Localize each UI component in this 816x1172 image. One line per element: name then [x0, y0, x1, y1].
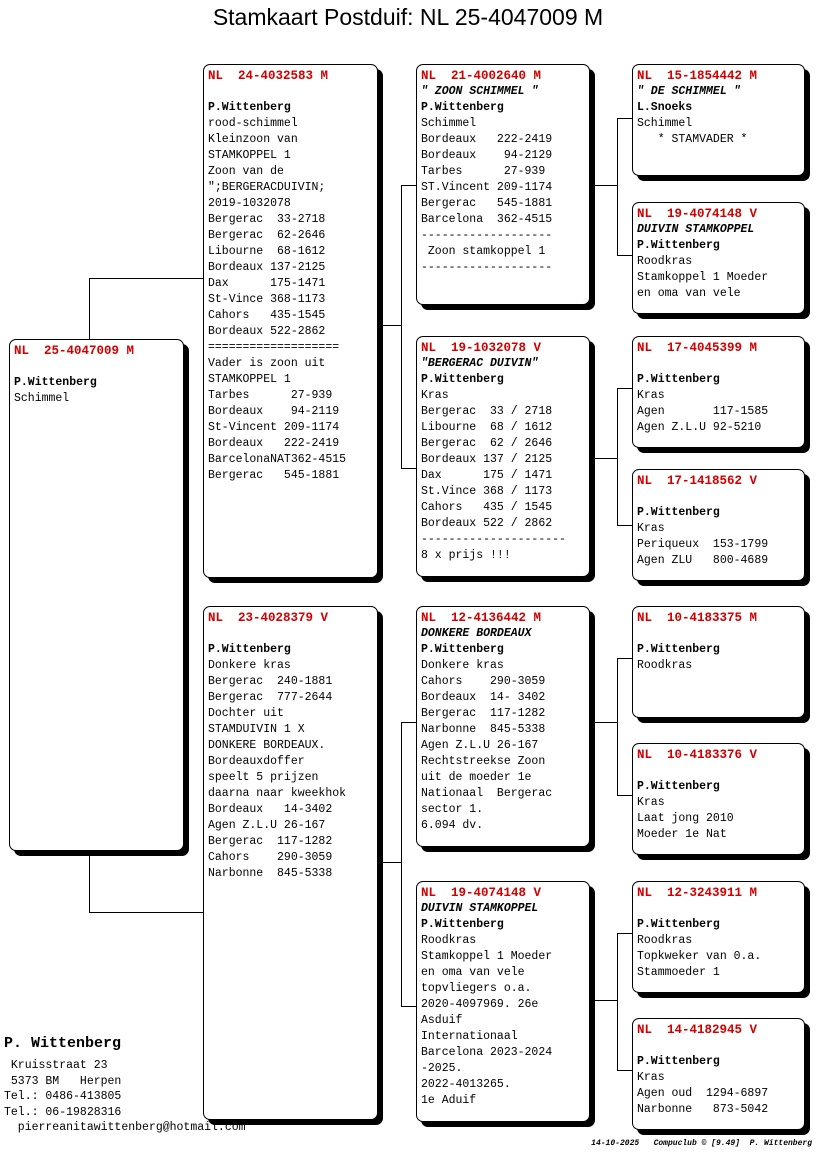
info-line: Bergerac 33-2718	[208, 213, 326, 226]
great-grandparent-card[interactable]	[632, 881, 805, 993]
connector-line	[590, 185, 618, 186]
info-line: Cahors 290-3059	[421, 675, 546, 688]
info-line: Stamkoppel 1 Moeder	[421, 950, 553, 963]
info-line: Kras	[637, 1071, 665, 1084]
info-line: Cahors 435 / 1545	[421, 501, 553, 514]
info-line: Tarbes 27-939	[421, 165, 546, 178]
owner-name: P.Wittenberg	[14, 376, 97, 389]
info-line: Vader is zoon uit	[208, 357, 326, 370]
pigeon-nickname: "BERGERAC DUIVIN"	[421, 357, 539, 370]
info-line: STAMDUIVIN 1 X	[208, 723, 305, 736]
info-line: topvliegers o.a.	[421, 982, 532, 995]
pigeon-nickname: " ZOON SCHIMMEL "	[421, 85, 539, 98]
connector-line	[89, 278, 90, 340]
connector-line	[617, 118, 618, 255]
ring-number: NL 19-4074148 V	[637, 207, 758, 221]
info-line: ST.Vincent 209-1174	[421, 181, 553, 194]
sire-card[interactable]	[203, 64, 378, 578]
info-line: Bordeaux 137 / 2125	[421, 453, 553, 466]
info-line: Bordeaux 222-2419	[421, 133, 553, 146]
paternal-grandsire-card[interactable]	[416, 64, 590, 305]
info-line: Kras	[421, 389, 449, 402]
owner-name: P.Wittenberg	[637, 643, 720, 656]
info-line: Roodkras	[421, 934, 477, 947]
info-line: Dax 175-1471	[208, 277, 326, 290]
connector-line	[617, 118, 633, 119]
ring-number: NL 24-4032583 M	[208, 69, 329, 83]
owner-name: P.Wittenberg	[421, 101, 504, 114]
info-line: rood-schimmel	[208, 117, 298, 130]
info-line: -------------------	[421, 229, 553, 242]
info-line: Bergerac 33 / 2718	[421, 405, 553, 418]
info-line: St-Vince 368-1173	[208, 293, 326, 306]
info-line: Moeder 1e Nat	[637, 828, 727, 841]
connector-line	[89, 278, 205, 279]
info-line: Bergerac 777-2644	[208, 691, 333, 704]
connector-line	[401, 468, 417, 469]
info-line: * STAMVADER *	[637, 133, 748, 146]
ring-number: NL 17-4045399 M	[637, 341, 758, 355]
connector-line	[590, 1000, 618, 1001]
info-line: Agen Z.L.U 26-167	[421, 739, 539, 752]
info-line: STAMKOPPEL 1	[208, 149, 291, 162]
owner-name: P.Wittenberg	[421, 918, 504, 931]
connector-line	[401, 722, 402, 1006]
connector-line	[401, 1006, 417, 1007]
pigeon-nickname: DUIVIN STAMKOPPEL	[421, 902, 539, 915]
breeder-email[interactable]: pierreanitawittenberg@hotmail.com	[4, 1121, 246, 1134]
connector-line	[590, 722, 618, 723]
connector-line	[401, 185, 417, 186]
connector-line	[89, 850, 90, 912]
info-line: St.Vince 368 / 1173	[421, 485, 553, 498]
info-line: Bergerac 62 / 2646	[421, 437, 553, 450]
info-line: Roodkras	[637, 255, 693, 268]
info-line: ";BERGERACDUIVIN;	[208, 181, 326, 194]
info-line: Bordeauxdoffer	[208, 755, 305, 768]
page-title: Stamkaart Postduif: NL 25-4047009 M	[212, 4, 604, 30]
info-line: Donkere kras	[421, 659, 504, 672]
connector-line	[617, 525, 633, 526]
ring-number: NL 23-4028379 V	[208, 611, 329, 625]
great-grandparent-card[interactable]	[632, 743, 805, 855]
info-line: Donkere kras	[208, 659, 291, 672]
info-line: -------------------	[421, 261, 553, 274]
maternal-grandsire-card[interactable]	[416, 606, 590, 847]
info-line: sector 1.	[421, 803, 484, 816]
owner-name: P.Wittenberg	[421, 643, 504, 656]
connector-line	[377, 862, 402, 863]
info-line: Asduif	[421, 1014, 463, 1027]
info-line: Zoon van de	[208, 165, 284, 178]
info-line: 1e Aduif	[421, 1094, 477, 1107]
info-line: Narbonne 873-5042	[637, 1103, 769, 1116]
connector-line	[617, 388, 618, 525]
info-line: uit de moeder 1e	[421, 771, 532, 784]
info-line: Kleinzoon van	[208, 133, 298, 146]
info-line: -2025.	[421, 1062, 463, 1075]
info-line: Agen ZLU 800-4689	[637, 554, 769, 567]
info-line: Cahors 290-3059	[208, 851, 333, 864]
connector-line	[617, 658, 618, 795]
info-line: Kras	[637, 522, 665, 535]
info-line: Kras	[637, 796, 665, 809]
paternal-granddam-card[interactable]	[416, 336, 590, 577]
info-line: 6.094 dv.	[421, 819, 484, 832]
great-grandparent-card[interactable]	[632, 202, 805, 314]
connector-line	[401, 722, 417, 723]
info-line: Bordeaux 14- 3402	[421, 691, 546, 704]
connector-line	[89, 912, 205, 913]
pigeon-nickname: " DE SCHIMMEL "	[637, 85, 741, 98]
info-line: St-Vincent 209-1174	[208, 421, 340, 434]
info-line: Bordeaux 522-2862	[208, 325, 326, 338]
info-line: Tarbes 27-939	[208, 389, 333, 402]
info-line: Bordeaux 94-2129	[421, 149, 553, 162]
owner-name: P.Wittenberg	[637, 1055, 720, 1068]
info-line: Zoon stamkoppel 1	[421, 245, 546, 258]
info-line: Agen 117-1585	[637, 405, 769, 418]
info-line: Agen Z.L.U 92-5210	[637, 421, 762, 434]
ring-number: NL 10-4183375 M	[637, 611, 758, 625]
info-line: Bordeaux 14-3402	[208, 803, 333, 816]
info-line: STAMKOPPEL 1	[208, 373, 291, 386]
info-line: Agen Z.L.U 26-167	[208, 819, 326, 832]
info-line: Bergerac 117-1282	[421, 707, 546, 720]
owner-name: P.Wittenberg	[637, 506, 720, 519]
ring-number: NL 21-4002640 M	[421, 69, 542, 83]
info-line: Bordeaux 522 / 2862	[421, 517, 553, 530]
great-grandparent-card[interactable]	[632, 336, 805, 448]
connector-line	[590, 458, 618, 459]
info-line: en oma van vele	[421, 966, 525, 979]
info-line: Schimmel	[421, 117, 477, 130]
ring-number: NL 19-4074148 V	[421, 886, 542, 900]
ring-number: NL 14-4182945 V	[637, 1023, 758, 1037]
breeder-mobile: Tel.: 06-19828316	[4, 1105, 122, 1119]
owner-name: L.Snoeks	[637, 101, 693, 114]
info-line: Dax 175 / 1471	[421, 469, 553, 482]
info-line: Schimmel	[14, 392, 70, 405]
connector-line	[617, 795, 633, 796]
info-line: Roodkras	[637, 659, 693, 672]
great-grandparent-card[interactable]	[632, 64, 805, 176]
info-line: Bergerac 545-1881	[208, 469, 340, 482]
breeder-name: P. Wittenberg	[4, 1035, 122, 1052]
info-line: Barcelona 362-4515	[421, 213, 553, 226]
info-line: Bordeaux 222-2419	[208, 437, 340, 450]
breeder-street: Kruisstraat 23	[4, 1059, 108, 1072]
info-line: ---------------------	[421, 533, 566, 546]
info-line: 2020-4097969. 26e	[421, 998, 539, 1011]
breeder-phone: Tel.: 0486-413805	[4, 1090, 122, 1103]
connector-line	[617, 388, 633, 389]
ring-number: NL 15-1854442 M	[637, 69, 758, 83]
great-grandparent-card[interactable]	[632, 1018, 805, 1130]
ring-number: NL 12-3243911 M	[637, 886, 758, 900]
info-line: Roodkras	[637, 934, 693, 947]
info-line: ===================	[208, 341, 340, 354]
ring-number: NL 12-4136442 M	[421, 611, 542, 625]
breeder-address	[4, 1035, 246, 1136]
owner-name: P.Wittenberg	[208, 643, 291, 656]
info-line: 2022-4013265.	[421, 1078, 511, 1091]
owner-name: P.Wittenberg	[637, 918, 720, 931]
owner-name: P.Wittenberg	[637, 373, 720, 386]
info-line: Bergerac 545-1881	[421, 197, 553, 210]
info-line: Bergerac 62-2646	[208, 229, 326, 242]
info-line: Libourne 68-1612	[208, 245, 326, 258]
ring-number: NL 10-4183376 V	[637, 748, 758, 762]
info-line: Periqueux 153-1799	[637, 538, 769, 551]
connector-line	[617, 255, 633, 256]
info-line: Bergerac 240-1881	[208, 675, 333, 688]
connector-line	[617, 933, 633, 934]
connector-line	[617, 1070, 633, 1071]
info-line: daarna naar kweekhok	[208, 787, 347, 800]
ring-number: NL 25-4047009 M	[14, 344, 135, 358]
info-line: en oma van vele	[637, 287, 741, 300]
owner-name: P.Wittenberg	[637, 239, 720, 252]
info-line: speelt 5 prijzen	[208, 771, 319, 784]
breeder-city: 5373 BM Herpen	[4, 1074, 122, 1088]
info-line: Narbonne 845-5338	[208, 867, 333, 880]
connector-line	[401, 185, 402, 468]
info-line: Topkweker van 0.a.	[637, 950, 762, 963]
info-line: Dochter uit	[208, 707, 284, 720]
maternal-granddam-card[interactable]	[416, 881, 590, 1122]
info-line: Internationaal	[421, 1030, 518, 1043]
info-line: Rechtstreekse Zoon	[421, 755, 546, 768]
great-grandparent-card[interactable]	[632, 469, 805, 581]
info-line: Schimmel	[637, 117, 693, 130]
subject-pigeon-card[interactable]	[9, 339, 184, 851]
info-line: Libourne 68 / 1612	[421, 421, 553, 434]
owner-name: P.Wittenberg	[637, 780, 720, 793]
info-line: Bordeaux 137-2125	[208, 261, 326, 274]
info-line: Agen oud 1294-6897	[637, 1087, 769, 1100]
connector-line	[617, 658, 633, 659]
great-grandparent-card[interactable]	[632, 606, 805, 718]
info-line: 2019-1032078	[208, 197, 291, 210]
owner-name: P.Wittenberg	[208, 101, 291, 114]
info-line: 8 x prijs !!!	[421, 549, 511, 562]
info-line: Nationaal Bergerac	[421, 787, 553, 800]
info-line: Bergerac 117-1282	[208, 835, 333, 848]
owner-name: P.Wittenberg	[421, 373, 504, 386]
info-line: Kras	[637, 389, 665, 402]
info-line: Stamkoppel 1 Moeder	[637, 271, 769, 284]
info-line: Cahors 435-1545	[208, 309, 326, 322]
pigeon-nickname: DONKERE BORDEAUX	[421, 627, 532, 640]
ring-number: NL 17-1418562 V	[637, 474, 758, 488]
connector-line	[617, 933, 618, 1070]
info-line: DONKERE BORDEAUX.	[208, 739, 326, 752]
info-line: Narbonne 845-5338	[421, 723, 546, 736]
info-line: Barcelona 2023-2024	[421, 1046, 553, 1059]
footer-credit: 14-10-2025 Compuclub © [9.49] P. Wittenberg	[591, 1139, 812, 1148]
connector-line	[377, 325, 402, 326]
info-line: Bordeaux 94-2119	[208, 405, 340, 418]
info-line: BarcelonaNAT362-4515	[208, 453, 347, 466]
pigeon-nickname: DUIVIN STAMKOPPEL	[637, 223, 755, 236]
ring-number: NL 19-1032078 V	[421, 341, 542, 355]
info-line: Laat jong 2010	[637, 812, 734, 825]
info-line: Stammoeder 1	[637, 966, 720, 979]
